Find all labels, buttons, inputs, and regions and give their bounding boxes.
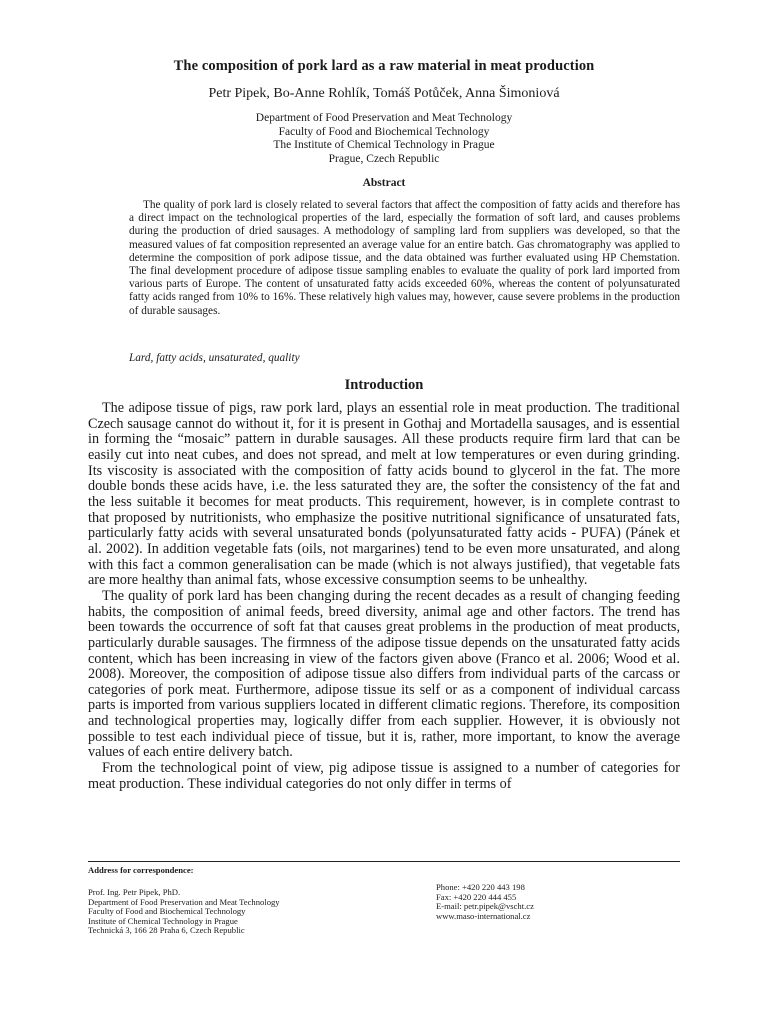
affiliation-block xyxy=(88,112,680,166)
contact-email[interactable]: E-mail: petr.pipek@vscht.cz xyxy=(436,901,534,912)
correspondence-heading: Address for correspondence: xyxy=(88,865,194,875)
correspondence-footer xyxy=(88,861,680,936)
introduction-body xyxy=(88,401,680,792)
affiliation-institute: The Institute of Chemical Technology in Prague xyxy=(273,139,495,151)
contact-website[interactable]: www.maso-international.cz xyxy=(436,910,531,921)
affiliation-department: Department of Food Preservation and Meat Technology xyxy=(255,112,513,124)
abstract-text: The quality of pork lard is closely related to several factors that affect the composition of fatty acids and therefore has a direct impact on the technological properties of the lard, especially the formation of soft lard, and causes problems during the production of dried sausages. A methodology of sampling lard from suppliers was developed, so that the measured values of fat composition represented an average value for an entire batch. Gas chromatography was applied to determine the composition of pork adipose tissue, and the data obtained was further evaluated using HP Chemstation. The final development procedure of adipose tissue sampling enables to evaluate the quality of pork lard imported from various parts of Europe. The content of unsaturated fatty acids exceeded 60%, whereas the content of polyunsaturated fatty acids ranged from 10% to 16%. These relatively high values may, however, cause severe problems in the production of durable sausages. xyxy=(129,199,680,317)
paper-title: The composition of pork lard as a raw material in meat production xyxy=(173,58,595,74)
contact-fax: Fax: +420 220 444 455 xyxy=(436,891,517,902)
introduction-heading: Introduction xyxy=(344,377,424,393)
introduction-paragraph: The adipose tissue of pigs, raw pork lard, plays an essential role in meat production. The traditional Czech sausage cannot do without it, for it is present in Gothaj and Mortadella sausages, and is essential in forming the “mosaic” pattern in durable sausages. All these products require firm lard that can be easily cut into neat cubes, and does not spread, and melt at low temperatures or even during grinding. Its viscosity is associated with the composition of fatty acids bound to glycerol in the fat. The more double bonds these acids have, i.e. the less saturated they are, the softer the consistency of the fat and the less suitable it becomes for meat products. This requirement, however, is in complete contrast to that proposed by nutritionists, who emphasize the positive nutritional significance of unsaturated fats, particularly fatty acids with several unsaturated bonds (polyunsaturated fatty acids - PUFA) (Pánek et al. 2002). In addition vegetable fats (oils, not margarines) tend to be even more unsaturated, and along with this fact a common generalisation can be made (which is not always justified), that vegetable fats are more healthy than animal fats, whose excessive consumption seems to be unhealthy. xyxy=(88,400,680,589)
correspondence-address xyxy=(88,888,418,936)
abstract-heading: Abstract xyxy=(362,177,406,189)
address-line: Institute of Chemical Technology in Prague xyxy=(88,915,238,926)
affiliation-city: Prague, Czech Republic xyxy=(328,152,440,165)
address-line: Faculty of Food and Biochemical Technology xyxy=(88,906,246,917)
introduction-paragraph: The quality of pork lard has been changing during the recent decades as a result of changing feeding habits, the composition of animal feeds, breed diversity, animal age and other factors. The trend has been towards the occurrence of soft fat that causes great problems in the production of meat products, particularly durable sausages. The firmness of the adipose tissue depends on the unsaturated fatty acids content, which has been increasing in view of the factors given above (Franco et al. 2006; Wood et al. 2008). Moreover, the composition of adipose tissue also differs from individual parts of the carcass or categories of pork meat. Furthermore, adipose tissue its self or as a component of individual carcass parts is imported from various suppliers located in different climatic regions. Therefore, its composition and technological properties may, logically differ from each supplier. However, it is obviously not possible to test each individual piece of tissue, but it is, rather, more important, to know the average values of each entire delivery batch. xyxy=(88,587,680,761)
introduction-paragraph: From the technological point of view, pig adipose tissue is assigned to a number of categories for meat production. These individual categories do not only differ in terms of xyxy=(88,760,680,792)
address-line: Prof. Ing. Petr Pipek, PhD. xyxy=(88,887,181,897)
keywords: Lard, fatty acids, unsaturated, quality xyxy=(129,352,300,364)
author-list: Petr Pipek, Bo-Anne Rohlík, Tomáš Potůček, Anna Šimoniová xyxy=(208,86,560,101)
address-line: Technická 3, 166 28 Praha 6, Czech Republic xyxy=(88,925,245,936)
correspondence-contact xyxy=(436,883,676,921)
address-line: Department of Food Preservation and Meat Technology xyxy=(88,896,280,907)
contact-phone: Phone: +420 220 443 198 xyxy=(436,882,525,892)
affiliation-faculty: Faculty of Food and Biochemical Technology xyxy=(278,125,490,138)
